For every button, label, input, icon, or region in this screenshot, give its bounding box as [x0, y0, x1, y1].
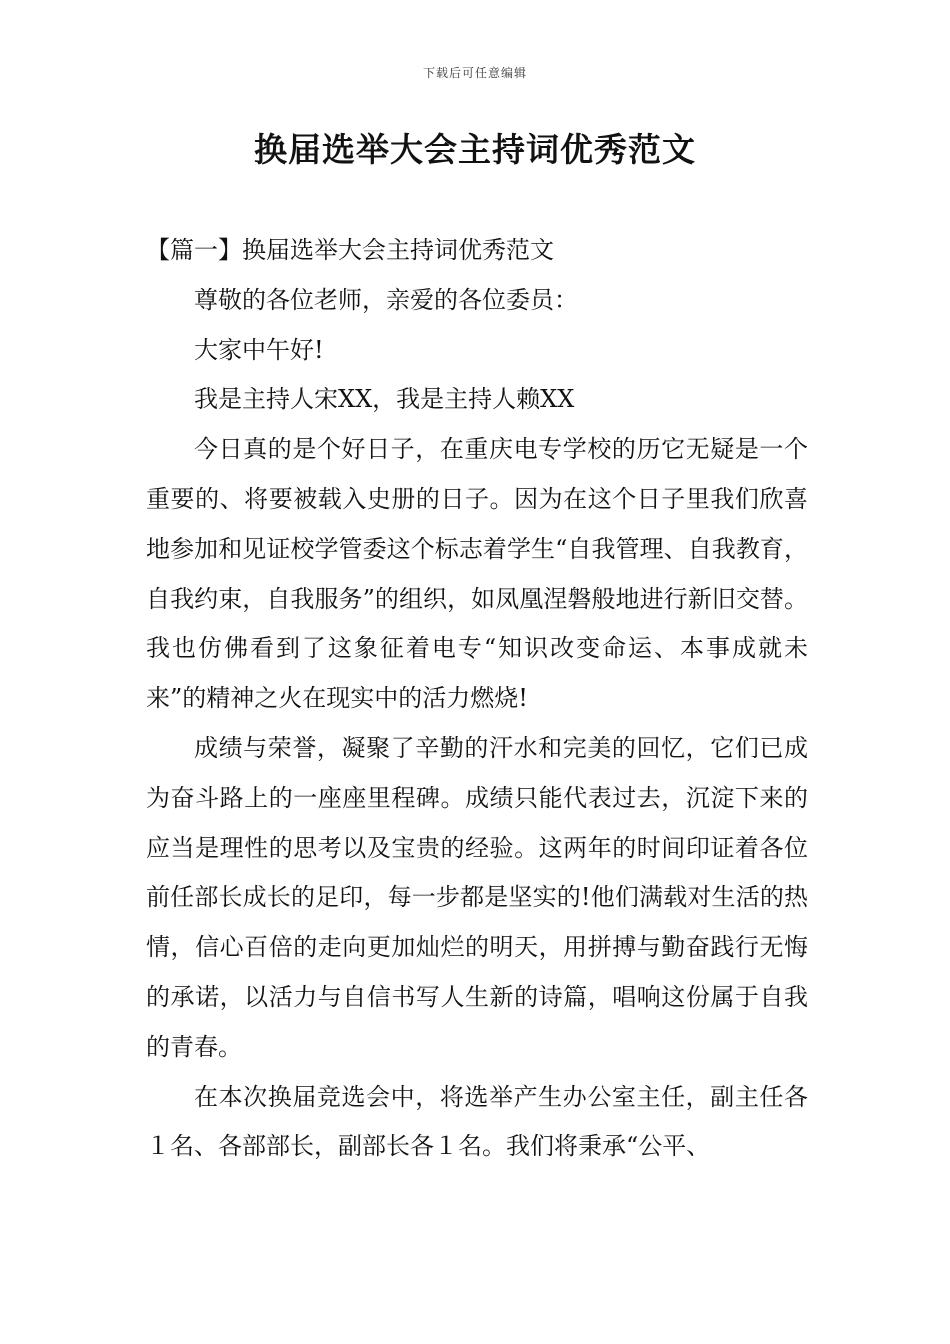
paragraph-achievements: 成绩与荣誉，凝聚了辛勤的汗水和完美的回忆，它们已成为奋斗路上的一座座里程碑。成绩只能代表过去，沉淀下来的应当是理性的思考以及宝贵的经验。这两年的时间印证着各位前任部长成长的足印，每一步都是坚实的!他们满载对生活的热情，信心百倍的走向更加灿烂的明天，用拼搏与勤奋践行无悔的承诺，以活力与自信书写人生新的诗篇，唱响这份属于自我的青春。 — [146, 733, 808, 1061]
document-body — [146, 226, 808, 1172]
paragraph-election: 在本次换届竞选会中，将选举产生办公室主任，副主任各１名、各部部长，副部长各１名。我们将秉承“公平、 — [146, 1082, 808, 1161]
paragraph-greeting: 尊敬的各位老师，亲爱的各位委员： — [194, 285, 578, 314]
paragraph-salutation: 大家中午好! — [194, 335, 324, 364]
header-note: 下载后可任意编辑 — [422, 66, 527, 80]
paragraph-opening: 今日真的是个好日子，在重庆电专学校的历它无疑是一个重要的、将要被载入史册的日子。因为在这个日子里我们欣喜地参加和见证校学管委这个标志着学生“自我管理、自我教育，自我约束，自我服务”的组织，如凤凰涅磐般地进行新旧交替。我也仿佛看到了这象征着电专“知识改变命运、本事成就未来”的精神之火在现实中的活力燃烧! — [146, 435, 808, 713]
document-title: 换届选举大会主持词优秀范文 — [254, 130, 696, 169]
paragraph-host-intro: 我是主持人宋XX，我是主持人赖XX — [194, 385, 575, 414]
section-heading: 【篇一】换届选举大会主持词优秀范文 — [146, 236, 554, 264]
